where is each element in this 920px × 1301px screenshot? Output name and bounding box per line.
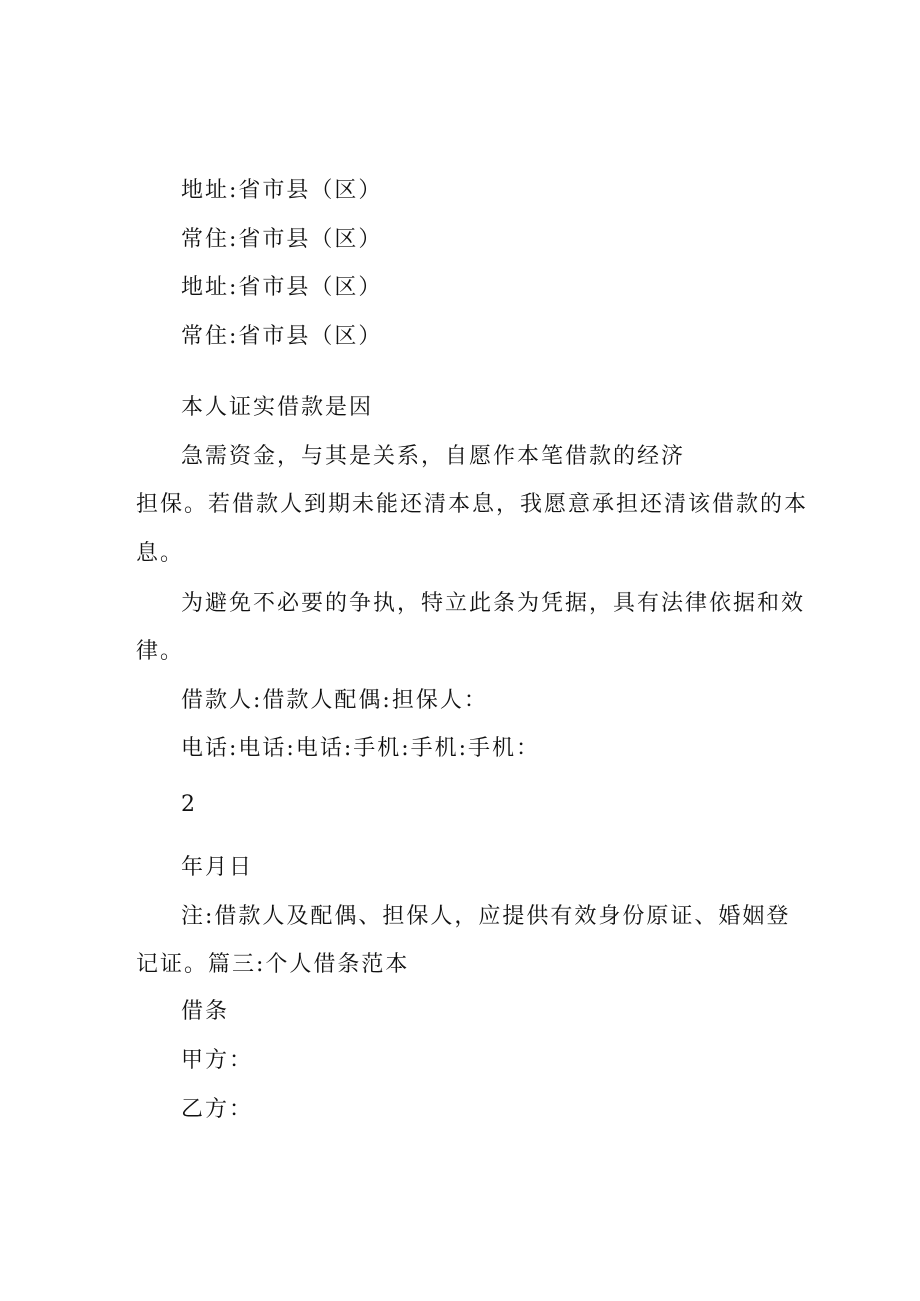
date-line: 年月日 — [181, 855, 254, 880]
statement-paragraph-line: 担保。若借款人到期未能还清本息，我愿意承担还清该借款的本 — [136, 492, 809, 517]
phone-line: 电话:电话:电话:手机:手机:手机： — [181, 736, 541, 761]
statement-paragraph-line: 急需资金，与其是关系，自愿作本笔借款的经济 — [181, 444, 686, 469]
note-paragraph-end: 记证。篇三:个人借条范本 — [136, 952, 410, 977]
legal-paragraph-end: 律。 — [136, 639, 185, 664]
party-a-line: 甲方： — [181, 1048, 254, 1073]
page-number: 2 — [181, 792, 197, 817]
iou-title: 借条 — [181, 999, 230, 1024]
address-line-1: 地址:省市县（区） — [181, 178, 383, 203]
legal-paragraph-start: 为避免不必要的争执，特立此条为凭据，具有法律依据和效 — [181, 591, 806, 616]
signature-line: 借款人:借款人配偶:担保人： — [181, 688, 488, 713]
statement-paragraph-end: 息。 — [136, 541, 185, 566]
party-b-line: 乙方： — [181, 1097, 254, 1122]
note-paragraph-start: 注:借款人及配偶、担保人，应提供有效身份原证、婚姻登 — [181, 904, 791, 929]
address-line-2: 地址:省市县（区） — [181, 275, 383, 300]
residence-line-1: 常住:省市县（区） — [181, 227, 383, 252]
statement-paragraph-start: 本人证实借款是因 — [181, 395, 374, 420]
residence-line-2: 常住:省市县（区） — [181, 324, 383, 349]
